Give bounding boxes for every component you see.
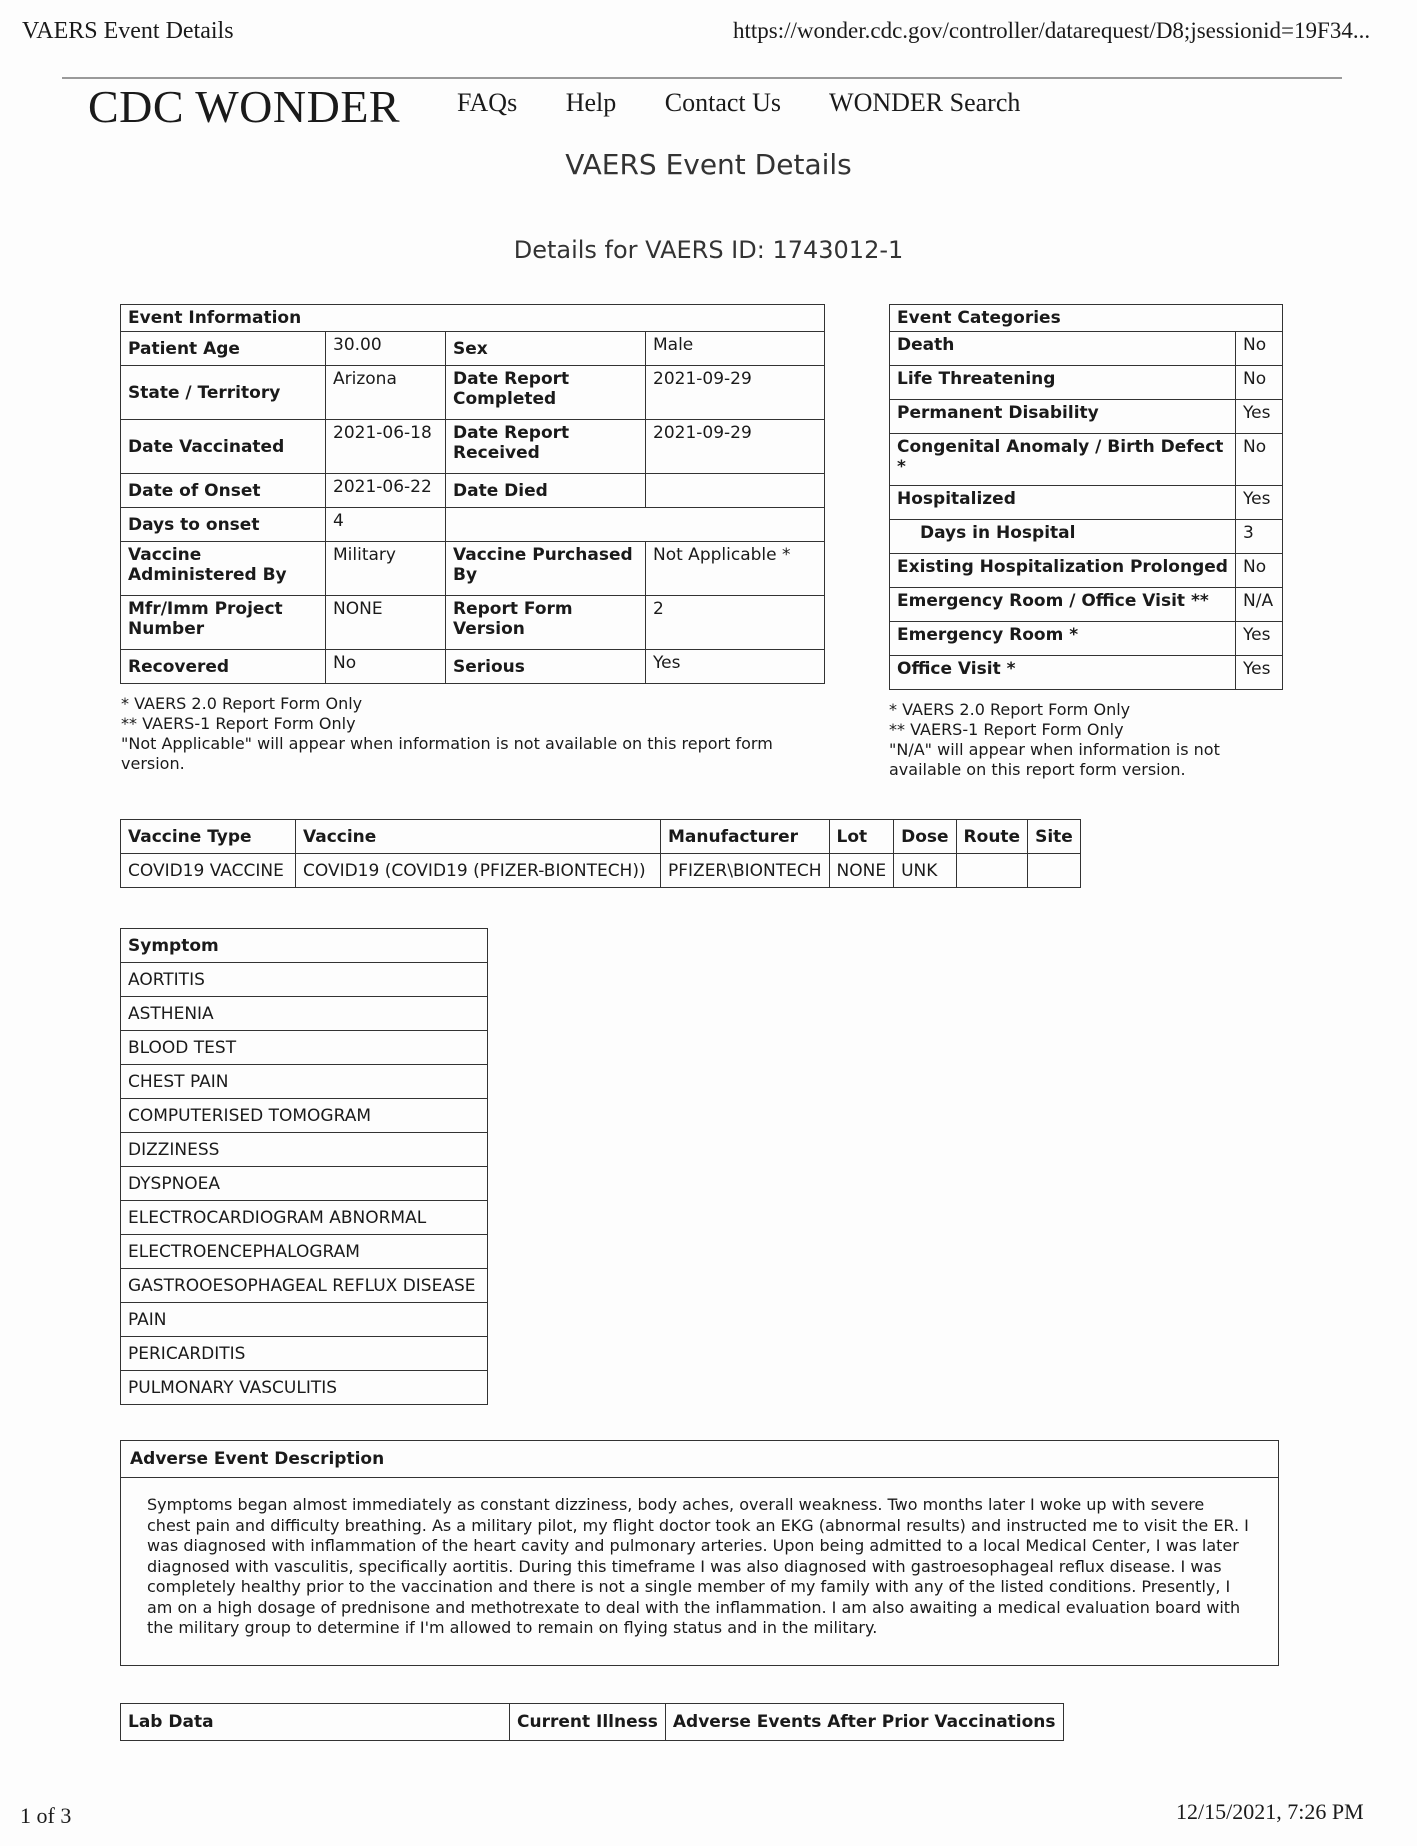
event-information-table [120,304,825,684]
category-label: Days in Hospital [890,520,1236,554]
prior-vaccinations-header: Adverse Events After Prior Vaccinations [665,1704,1063,1741]
page-number: 1 of 3 [20,1803,72,1828]
sex-value: Male [646,332,825,366]
print-timestamp: 12/15/2021, 7:26 PM [1176,1799,1364,1824]
date-onset-value: 2021-06-22 [326,474,446,508]
adverse-event-text: Symptoms began almost immediately as constant dizziness, body aches, overall weakness. Two months later I woke up with severe chest pain and difficulty breathing. As a military pilot, my flight doctor took an EKG (abnormal results) and instructed me to visit the ER. I was diagnosed with inflammation of the heart cavity and pulmonary arteries. Upon being admitted to a local Medical Center, I was later diagnosed with vasculitis, specifically aortitis. During this timeframe I was also diagnosed with gastroesophageal reflux disease. I was completely healthy prior to the vaccination and there is not a single member of my family with any of the listed conditions. Presently, I am on a high dosage of prednisone and methotrexate to deal with the inflammation. I am also awaiting a medical evaluation board with the military group to determine if I'm allowed to remain on flying status and in the military. [147,1495,1249,1637]
note-line: * VAERS 2.0 Report Form Only [889,700,1131,719]
category-value: No [1236,554,1283,588]
patient-age-label: Patient Age [121,332,326,366]
admin-by-label: Vaccine Administered By [121,542,326,596]
route-cell [956,854,1028,888]
manufacturer-header: Manufacturer [661,820,830,854]
symptom-item: COMPUTERISED TOMOGRAM [121,1099,488,1133]
category-label: Hospitalized [890,486,1236,520]
days-onset-value: 4 [326,508,446,542]
dose-header: Dose [894,820,956,854]
event-info-notes [121,694,841,774]
vaccine-type-header: Vaccine Type [121,820,296,854]
symptom-item: ELECTROENCEPHALOGRAM [121,1235,488,1269]
category-value: No [1236,434,1283,486]
event-information-heading: Event Information [121,305,825,332]
note-line: "N/A" will appear when information is not available on this report form version. [889,740,1220,779]
date-completed-label: Date Report Completed [446,366,646,420]
serious-value: Yes [646,650,825,684]
days-onset-label: Days to onset [121,508,326,542]
date-vaccinated-label: Date Vaccinated [121,420,326,474]
event-categories-table [889,304,1283,690]
cdc-wonder-logo[interactable]: CDC WONDER [88,81,401,132]
adverse-event-heading: Adverse Event Description [121,1441,1278,1478]
adverse-event-box [120,1440,1279,1666]
lab-data-table [120,1703,1064,1741]
symptom-item: AORTITIS [121,963,488,997]
nav-contact-link[interactable]: Contact Us [664,88,782,117]
category-value: N/A [1236,588,1283,622]
recovered-label: Recovered [121,650,326,684]
date-received-value: 2021-09-29 [646,420,825,474]
note-line: * VAERS 2.0 Report Form Only [121,694,363,713]
symptom-item: CHEST PAIN [121,1065,488,1099]
symptom-table [120,928,488,1405]
empty-cell [446,508,825,542]
category-value: 3 [1236,520,1283,554]
date-died-label: Date Died [446,474,646,508]
date-onset-label: Date of Onset [121,474,326,508]
table-row [121,854,1081,888]
form-version-value: 2 [646,596,825,650]
category-value: Yes [1236,486,1283,520]
lot-header: Lot [829,820,894,854]
nav-faqs-link[interactable]: FAQs [457,88,518,117]
category-label: Existing Hospitalization Prolonged [890,554,1236,588]
event-categories-notes [889,700,1249,780]
lab-data-header: Lab Data [121,1704,510,1741]
note-line: ** VAERS-1 Report Form Only [121,714,356,733]
category-label: Congenital Anomaly / Birth Defect * [890,434,1236,486]
serious-label: Serious [446,650,646,684]
category-label: Death [890,332,1236,366]
admin-by-value: Military [326,542,446,596]
symptom-item: BLOOD TEST [121,1031,488,1065]
date-completed-value: 2021-09-29 [646,366,825,420]
symptom-heading: Symptom [121,929,488,963]
purchased-by-label: Vaccine Purchased By [446,542,646,596]
symptom-item: ASTHENIA [121,997,488,1031]
site-cell [1028,854,1081,888]
date-vaccinated-value: 2021-06-18 [326,420,446,474]
note-line: "Not Applicable" will appear when information is not available on this report form version. [121,734,773,773]
state-value: Arizona [326,366,446,420]
symptom-item: PULMONARY VASCULITIS [121,1371,488,1405]
mfr-value: NONE [326,596,446,650]
sex-label: Sex [446,332,646,366]
vaccine-table [120,819,1081,888]
category-value: No [1236,332,1283,366]
category-value: Yes [1236,656,1283,690]
patient-age-value: 30.00 [326,332,446,366]
purchased-by-value: Not Applicable * [646,542,825,596]
vaccine-cell: COVID19 (COVID19 (PFIZER-BIONTECH)) [296,854,661,888]
category-value: No [1236,366,1283,400]
symptom-item: ELECTROCARDIOGRAM ABNORMAL [121,1201,488,1235]
recovered-value: No [326,650,446,684]
top-nav [457,88,1062,118]
form-version-label: Report Form Version [446,596,646,650]
category-label: Permanent Disability [890,400,1236,434]
category-value: Yes [1236,400,1283,434]
category-value: Yes [1236,622,1283,656]
date-died-value [646,474,825,508]
symptom-item: PAIN [121,1303,488,1337]
route-header: Route [956,820,1028,854]
print-header-title: VAERS Event Details [22,18,234,44]
category-label: Emergency Room / Office Visit ** [890,588,1236,622]
page-title: VAERS Event Details [565,148,852,181]
manufacturer-cell: PFIZER\BIONTECH [661,854,830,888]
mfr-label: Mfr/Imm Project Number [121,596,326,650]
state-label: State / Territory [121,366,326,420]
print-header-url: https://wonder.cdc.gov/controller/datarequest/D8;jsessionid=19F34... [733,18,1371,43]
symptom-item: GASTROOESOPHAGEAL REFLUX DISEASE [121,1269,488,1303]
site-header: Site [1028,820,1081,854]
vaccine-header: Vaccine [296,820,661,854]
note-line: ** VAERS-1 Report Form Only [889,720,1124,739]
header-divider [62,77,1342,79]
date-received-label: Date Report Received [446,420,646,474]
category-label: Life Threatening [890,366,1236,400]
category-label: Office Visit * [890,656,1236,690]
symptom-item: DYSPNOEA [121,1167,488,1201]
details-title: Details for VAERS ID: 1743012-1 [513,236,904,264]
dose-cell: UNK [894,854,956,888]
nav-help-link[interactable]: Help [565,88,617,117]
symptom-item: DIZZINESS [121,1133,488,1167]
nav-wonder-search-link[interactable]: WONDER Search [829,88,1021,117]
category-label: Emergency Room * [890,622,1236,656]
vaccine-type-cell: COVID19 VACCINE [121,854,296,888]
current-illness-header: Current Illness [510,1704,666,1741]
lot-cell: NONE [829,854,894,888]
symptom-item: PERICARDITIS [121,1337,488,1371]
event-categories-heading: Event Categories [890,305,1283,332]
